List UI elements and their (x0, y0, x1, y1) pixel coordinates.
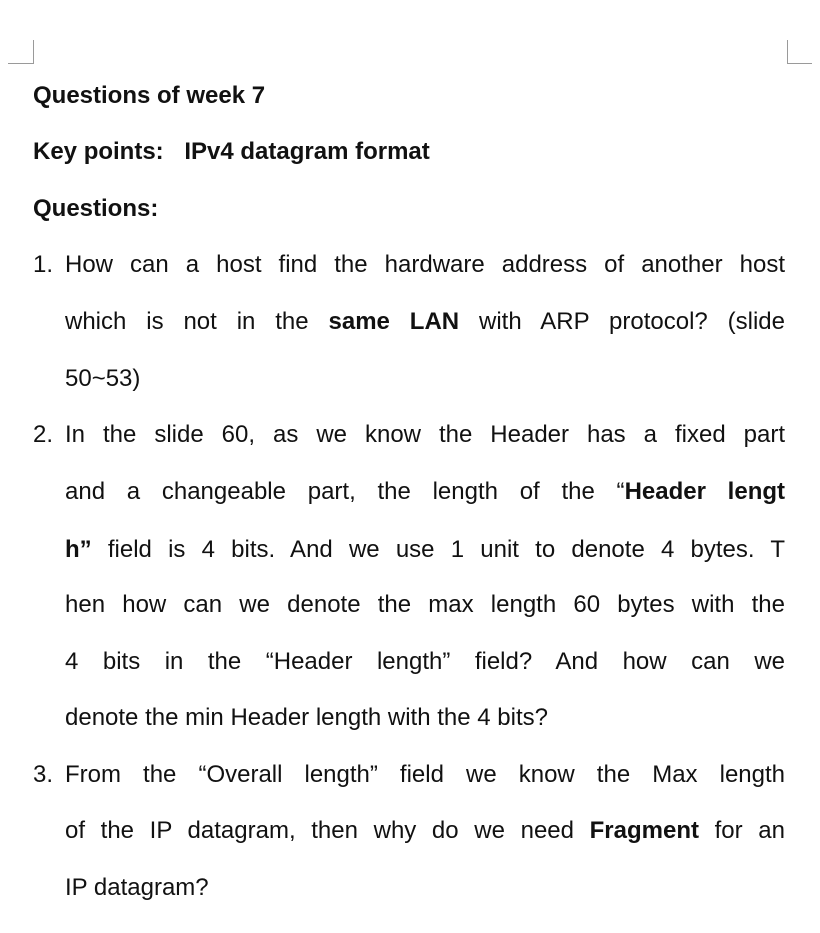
question-line: From the “Overall length” field we know the Max length (65, 761, 785, 788)
key-points-value: IPv4 datagram format (184, 138, 430, 165)
questions-heading: Questions: (33, 195, 159, 222)
question-line: denote the min Header length with the 4 bits? (65, 704, 548, 731)
question-line: hen how can we denote the max length 60 bytes with the (65, 591, 785, 618)
page-corner-mark-top-right (787, 40, 812, 64)
document-title: Questions of week 7 (33, 82, 266, 109)
emphasis-text: h” (65, 536, 92, 563)
key-points-line (33, 137, 430, 167)
question-number: 1. (33, 251, 54, 278)
question-number: 2. (33, 421, 54, 448)
emphasis-text: Fragment (589, 817, 699, 844)
question-line: IP datagram? (65, 874, 209, 901)
question-line: which is not in the same LAN with ARP protocol? (slide (65, 308, 785, 335)
question-line: In the slide 60, as we know the Header has a fixed part (65, 421, 785, 448)
question-line: and a changeable part, the length of the “Header lengt (65, 478, 785, 505)
question-line: 50~53) (65, 365, 141, 392)
question-line: 4 bits in the “Header length” field? And how can we (65, 648, 785, 675)
question-line: h” field is 4 bits. And we use 1 unit to denote 4 bytes. T (65, 536, 785, 563)
question-line: of the IP datagram, then why do we need Fragment for an (65, 817, 785, 844)
emphasis-text: same LAN (328, 308, 460, 335)
emphasis-text: Header lengt (624, 478, 785, 505)
key-points-label: Key points: (33, 138, 164, 165)
question-number: 3. (33, 761, 54, 788)
page-corner-mark-top-left (8, 40, 34, 64)
question-line: How can a host find the hardware address of another host (65, 251, 785, 278)
